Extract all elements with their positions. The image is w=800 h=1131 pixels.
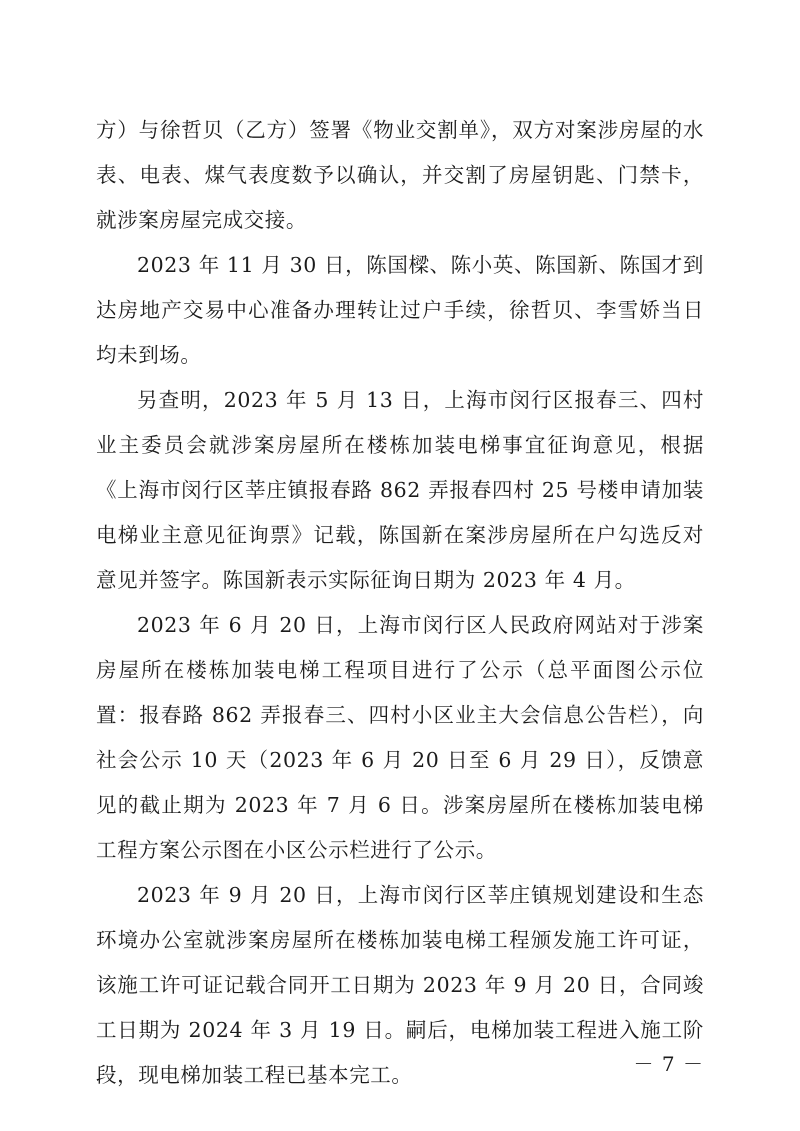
paragraph-1: 方）与徐哲贝（乙方）签署《物业交割单》，双方对案涉房屋的水表、电表、煤气表度数予以确认，并交割了房屋钥匙、门禁卡，就涉案房屋完成交接。 (96, 118, 704, 232)
paragraph-4: 2023 年 6 月 20 日，上海市闵行区人民政府网站对于涉案房屋所在楼栋加装电梯工程项目进行了公示（总平面图公示位置：报春路 862 弄报春三、四村小区业主大会信息公告栏），向社会公示 10 天（2023 年 6 月 20 日至 6 月 29 日），反馈意见的截止期为 2023 年 7 月 6 日。涉案房屋所在楼栋加装电梯工程方案公示图在小区公示栏进行了公示。 (96, 613, 704, 862)
paragraph-3: 另查明，2023 年 5 月 13 日，上海市闵行区报春三、四村业主委员会就涉案房屋所在楼栋加装电梯事宜征询意见，根据《上海市闵行区莘庄镇报春路 862 弄报春四村 25 号楼申请加装电梯业主意见征询票》记载，陈国新在案涉房屋所在户勾选反对意见并签字。陈国新表示实际征询日期为 2023 年 4 月。 (96, 388, 704, 592)
page-number: － 7 － (633, 1052, 704, 1076)
paragraph-5: 2023 年 9 月 20 日，上海市闵行区莘庄镇规划建设和生态环境办公室就涉案房屋所在楼栋加装电梯工程颁发施工许可证，该施工许可证记载合同开工日期为 2023 年 9 月 20 日，合同竣工日期为 2024 年 3 月 19 日。嗣后，电梯加装工程进入施工阶段，现电梯加装工程已基本完工。 (96, 883, 704, 1087)
document-body (96, 108, 704, 1098)
paragraph-2: 2023 年 11 月 30 日，陈国樑、陈小英、陈国新、陈国才到达房地产交易中心准备办理转让过户手续，徐哲贝、李雪娇当日均未到场。 (96, 253, 704, 367)
